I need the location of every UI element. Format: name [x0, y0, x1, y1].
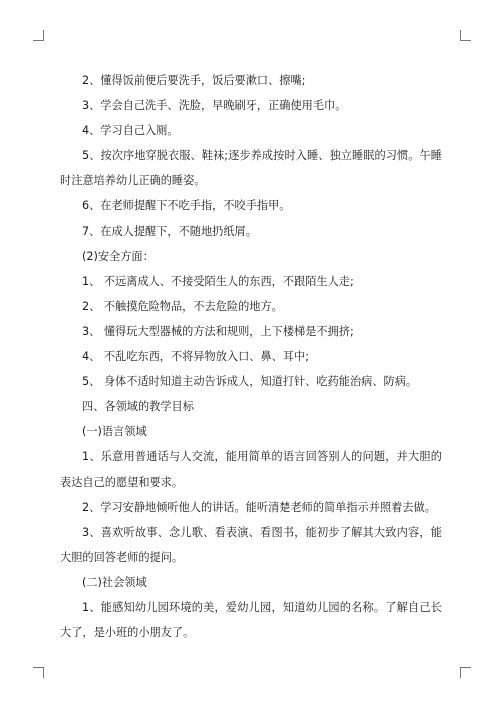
section-heading-safety: (2)安全方面： — [82, 249, 154, 263]
paragraph-hygiene-4: 4、学习自己入厕。 — [82, 124, 179, 138]
paragraph-hygiene-3: 3、学会自己洗手、洗脸，早晚刷牙，正确使用毛巾。 — [82, 99, 347, 113]
paragraph-hygiene-7: 7、在成人提醒下，不随地扔纸屑。 — [82, 224, 257, 238]
paragraph-hygiene-6: 6、在老师提醒下不吃手指，不咬手指甲。 — [82, 199, 291, 213]
paragraph-safety-3: 3、 懂得玩大型器械的方法和规则，上下楼梯是不拥挤; — [82, 324, 354, 338]
paragraph-language-1: 1、乐意用普通话与人交流，能用简单的语言回答别人的问题，并大胆的表达自己的愿望和要求。 — [60, 450, 442, 489]
paragraph-language-3: 3、喜欢听故事、念儿歌、看表演、看图书，能初步了解其大致内容，能大胆的回答老师的提问。 — [60, 525, 442, 564]
crop-mark-top-left — [33, 30, 44, 41]
crop-mark-bottom-right — [460, 667, 471, 678]
paragraph-safety-2: 2、 不触摸危险物品，不去危险的地方。 — [82, 299, 283, 313]
paragraph-safety-5: 5、 身体不适时知道主动告诉成人，知道打针、吃药能治病、防病。 — [82, 375, 418, 389]
section-heading-language: (一)语言领域 — [82, 425, 147, 439]
paragraph-hygiene-5: 5、按次序地穿脱衣服、鞋袜;逐步养成按时入睡、独立睡眠的习惯。午睡时注意培养幼儿正确的睡姿。 — [60, 149, 442, 188]
paragraph-language-2: 2、学习安静地倾听他人的讲话。能听清楚老师的简单指示并照着去做。 — [82, 500, 436, 514]
paragraph-hygiene-2: 2、懂得饭前便后要洗手，饭后要漱口、擦嘴; — [82, 74, 306, 87]
paragraph-social-1: 1、能感知幼儿园环境的美，爱幼儿园，知道幼儿园的名称。了解自己长大了，是小班的小朋友了。 — [60, 600, 442, 640]
crop-mark-top-right — [460, 30, 471, 41]
document-body — [60, 68, 442, 645]
paragraph-safety-4: 4、 不乱吃东西，不将异物放入口、鼻、耳中; — [82, 350, 310, 364]
section-heading-goals: 四、各领域的教学目标 — [82, 400, 194, 414]
paragraph-safety-1: 1、 不远离成人、不接受陌生人的东西，不跟陌生人走; — [82, 274, 354, 288]
crop-mark-bottom-left — [33, 667, 44, 678]
section-heading-social: (二)社会领域 — [82, 575, 147, 589]
